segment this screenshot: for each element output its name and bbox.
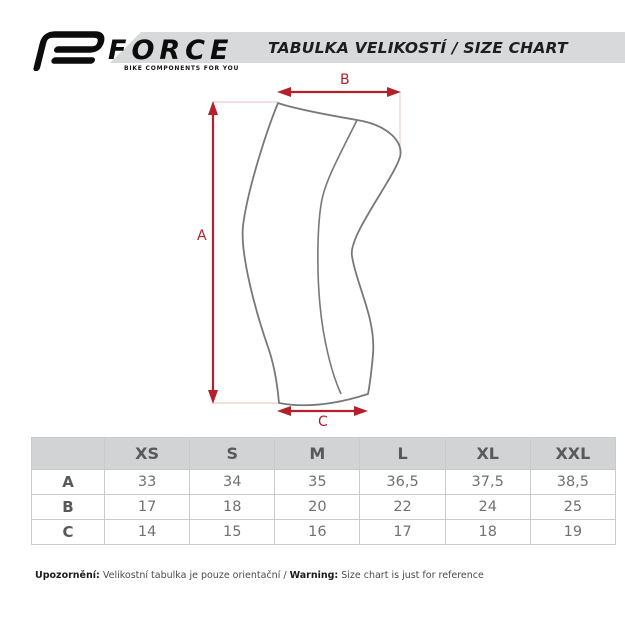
size-value-cell: 37,5 [445, 470, 530, 495]
size-column-header-xl: XL [445, 438, 530, 470]
brand-name: FORCE [108, 35, 234, 66]
size-value-cell: 14 [105, 520, 190, 545]
size-value-cell: 35 [275, 470, 360, 495]
size-value-cell: 22 [360, 495, 445, 520]
size-value-cell: 18 [190, 495, 275, 520]
size-value-cell: 15 [190, 520, 275, 545]
size-table-row-c [32, 520, 616, 545]
size-value-cell: 17 [105, 495, 190, 520]
size-column-header-s: S [190, 438, 275, 470]
dimension-arrow-b [277, 87, 401, 97]
size-value-cell: 38,5 [530, 470, 615, 495]
size-column-header-xs: XS [105, 438, 190, 470]
size-value-cell: 18 [445, 520, 530, 545]
footer-note-en-text: Size chart is just for reference [338, 570, 484, 581]
size-value-cell: 25 [530, 495, 615, 520]
size-table-header-row [32, 438, 616, 470]
page-title: TABULKA VELIKOSTÍ / SIZE CHART [268, 38, 568, 57]
size-column-header-m: M [275, 438, 360, 470]
garment-seam-line [318, 120, 357, 394]
size-value-cell: 33 [105, 470, 190, 495]
size-value-cell: 20 [275, 495, 360, 520]
size-value-cell: 24 [445, 495, 530, 520]
size-table-row-b [32, 495, 616, 520]
size-value-cell: 17 [360, 520, 445, 545]
brand-tagline: BIKE COMPONENTS FOR YOU [124, 65, 240, 72]
size-value-cell: 19 [530, 520, 615, 545]
force-logo-icon [30, 31, 114, 71]
footer-note [35, 570, 484, 581]
dimension-label-a: A [197, 228, 207, 244]
size-table-row-a [32, 470, 616, 495]
size-table [31, 437, 616, 545]
size-value-cell: 16 [275, 520, 360, 545]
footer-note-cs-label: Upozornění: [35, 570, 100, 581]
row-label-a: A [32, 470, 105, 495]
footer-note-cs-text: Velikostní tabulka je pouze orientační / [99, 570, 290, 581]
dimension-arrow-a [208, 101, 218, 404]
knee-warmer-diagram [150, 70, 430, 435]
row-label-b: B [32, 495, 105, 520]
size-value-cell: 34 [190, 470, 275, 495]
size-table-body [32, 470, 616, 545]
size-value-cell: 36,5 [360, 470, 445, 495]
size-column-header-l: L [360, 438, 445, 470]
size-table-head [32, 438, 616, 470]
dimension-label-c: C [318, 414, 328, 430]
row-label-c: C [32, 520, 105, 545]
dimension-label-b: B [340, 72, 350, 88]
footer-note-en-label: Warning: [289, 570, 339, 581]
size-table-corner-cell [32, 438, 105, 470]
size-column-header-xxl: XXL [530, 438, 615, 470]
garment-outline [243, 103, 401, 405]
